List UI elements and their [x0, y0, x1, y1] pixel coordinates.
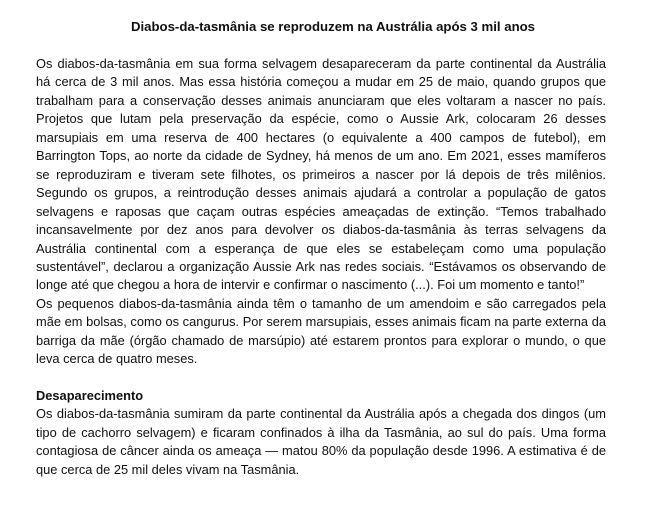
paragraph-intro[interactable]: Os diabos-da-tasmânia em sua forma selvagem desapareceram da parte continental da Austrália há cerca de 3 mil anos. Mas essa história começou a mudar em 25 de maio, quando grupos que trabalham para a conservação desses animais anunciaram que eles voltaram a nascer no país. Projetos que lutam pela preservação da espécie, como o Aussie Ark, colocaram 26 desses marsupiais em uma reserva de 400 hectares (o equivalente a 400 campos de futebol), em Barrington Tops, ao norte da cidade de Sydney, há menos de um ano. Em 2021, esses mamíferos se reproduziram e tiveram sete filhotes, os primeiros a nascer por lá depois de três milênios. Segundo os grupos, a reintrodução desses animais ajudará a controlar a população de gatos selvagens e raposas que caçam outras espécies ameaçadas de extinção. “Temos trabalhado incansavelmente por dez anos para devolver os diabos-da-tasmânia às terras selvagens da Austrália continental com a esperança de que eles se estabeleçam como uma população sustentável”, declarou a organização Aussie Ark nas redes sociais. “Estávamos os observando de longe até que chegou a hora de intervir e confirmar o nascimento (...). Foi um momento e tanto!”	[36, 56, 606, 293]
paragraph-disappearance-text: Os diabos-da-tasmânia sumiram da parte continental da Austrália após a chegada dos dingos (um tipo de cachorro selvagem) e ficaram confinados à ilha da Tasmânia, ao sul do país. Uma forma contagiosa de câncer ainda os ameaça — matou 80% da população desde 1996. A estimativa é de que cerca de 25 mil deles vivam na Tasmânia.	[36, 406, 606, 477]
document-title: Diabos-da-tasmânia se reproduzem na Austrália após 3 mil anos	[130, 19, 536, 34]
section-heading: Desaparecimento	[36, 387, 144, 403]
paragraph-disappearance[interactable]	[36, 405, 606, 479]
document-page[interactable]	[36, 18, 606, 479]
paragraph-babies[interactable]: Os pequenos diabos-da-tasmânia ainda têm o tamanho de um amendoim e são carregados pela mãe em bolsas, como os cangurus. Por serem marsupiais, esses animais ficam na parte externa da barriga da mãe (órgão chamado de marsúpio) até estarem prontos para explorar o mundo, o que leva cerca de quatro meses.	[36, 295, 606, 367]
